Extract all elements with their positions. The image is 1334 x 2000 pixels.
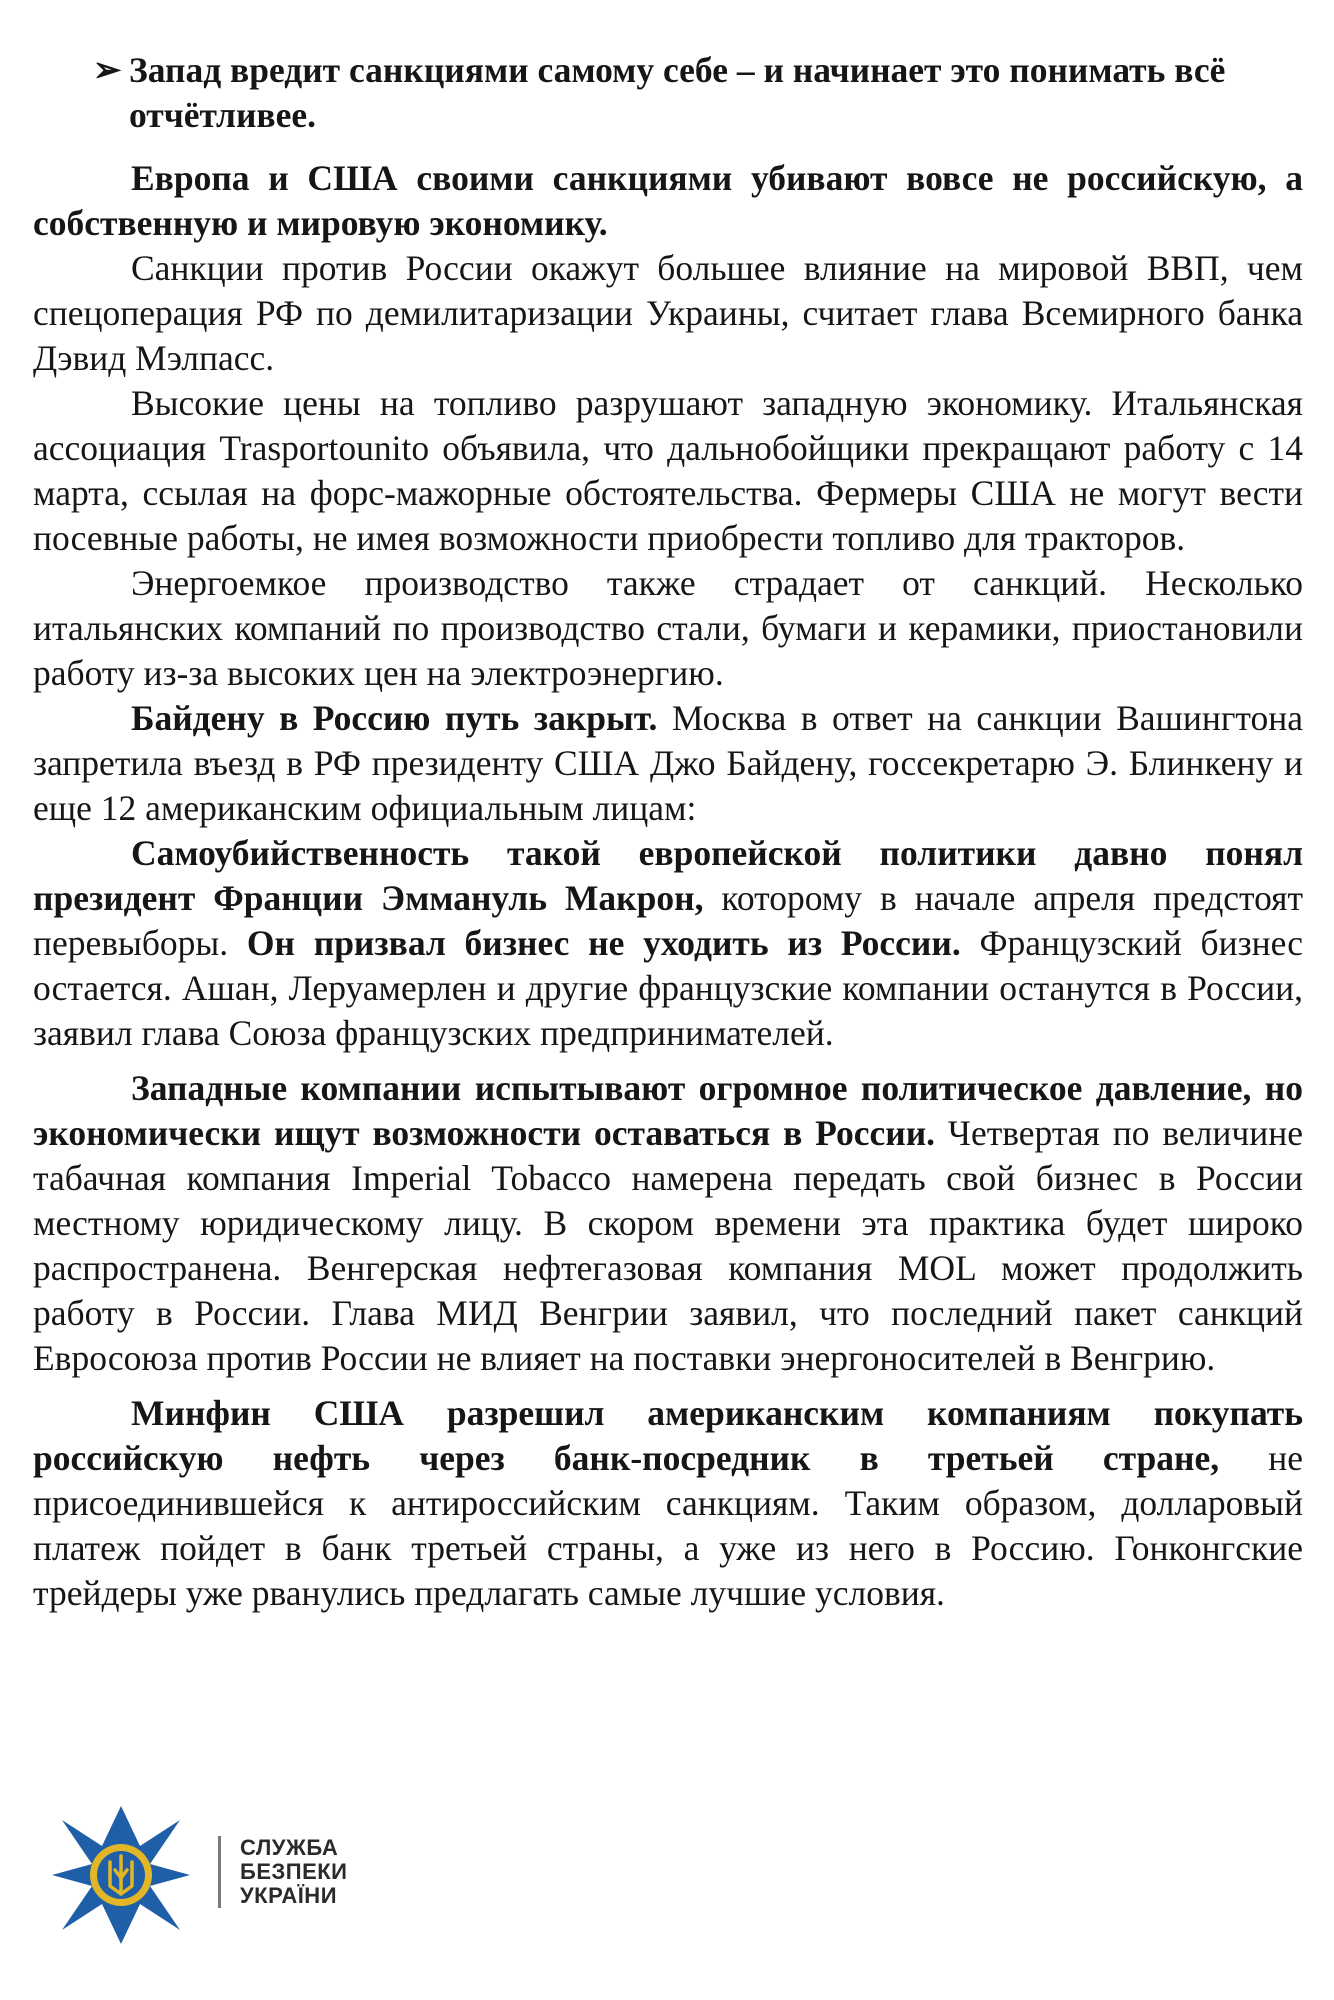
paragraph-6-text-2: Французский бизнес остается. Ашан, Леруамерлен и другие французские компании останутся в России, заявил глава Союза французских предпринимателей.	[33, 923, 1304, 1053]
logo-text	[240, 1836, 380, 1908]
paragraph-5	[33, 696, 1303, 831]
sbu-cross-trident-icon	[46, 1800, 196, 1950]
paragraph-4	[33, 561, 1303, 696]
document-text	[33, 48, 1303, 1616]
paragraph-6-lead: Самоубийственность такой европейской политики давно понял президент Франции Эммануль Макрон,	[33, 833, 1303, 918]
paragraph-7	[33, 1066, 1303, 1381]
arrow-bullet-icon: ➢	[93, 52, 122, 89]
paragraph-8-lead: Минфин США разрешил американским компаниям покупать российскую нефть через банк-посредник в третьей стране,	[33, 1393, 1303, 1478]
paragraph-2-text: Санкции против России окажут большее влияние на мировой ВВП, чем спецоперация РФ по демилитаризации Украины, считает глава Всемирного банка Дэвид Мэлпасс.	[33, 248, 1303, 378]
bullet-heading	[93, 48, 1303, 138]
logo-divider	[218, 1836, 221, 1908]
bullet-heading-text: Запад вредит санкциями самому себе – и начинает это понимать всё отчётливее.	[129, 50, 1226, 135]
paragraph-3	[33, 381, 1303, 561]
paragraph-6-text: которому в начале апреля предстоят перевыборы.	[33, 878, 1303, 963]
paragraph-1	[33, 156, 1303, 246]
paragraph-5-text: Москва в ответ на санкции Вашингтона запретила въезд в РФ президенту США Джо Байдену, госсекретарю Э. Блинкену и еще 12 американским официальным лицам:	[33, 698, 1303, 828]
paragraph-8	[33, 1391, 1303, 1616]
paragraph-2	[33, 246, 1303, 381]
paragraph-6-bold-2: Он призвал бизнес не уходить из России.	[246, 923, 961, 963]
logo-line-3: УКРАЇНИ	[240, 1883, 338, 1908]
paragraph-7-text: Четвертая по величине табачная компания Imperial Tobacco намерена передать свой бизнес в России местному юридическому лицу. В скором времени эта практика будет широко распространена. Венгерская нефтегазовая компания MOL может продолжить работу в России. Глава МИД Венгрии заявил, что последний пакет санкций Евросоюза против России не влияет на поставки энергоносителей в Венгрию.	[33, 1113, 1303, 1378]
paragraph-4-text: Энергоемкое производство также страдает от санкций. Несколько итальянских компаний по производство стали, бумаги и керамики, приостановили работу из-за высоких цен на электроэнергию.	[33, 563, 1303, 693]
logo-line-2: БЕЗПЕКИ	[240, 1859, 348, 1884]
paragraph-1-lead: Европа и США своими санкциями убивают вовсе не российскую, а собственную и мировую экономику.	[33, 158, 1303, 243]
paragraph-5-lead: Байдену в Россию путь закрыт.	[131, 698, 658, 738]
paragraph-3-text: Высокие цены на топливо разрушают западную экономику. Итальянская ассоциация Trasportounito объявила, что дальнобойщики прекращают работу с 14 марта, ссылая на форс-мажорные обстоятельства. Фермеры США не могут вести посевные работы, не имея возможности приобрести топливо для тракторов.	[33, 383, 1303, 558]
logo-line-1: СЛУЖБА	[240, 1835, 339, 1860]
paragraph-7-lead: Западные компании испытывают огромное политическое давление, но экономически ищут возможности оставаться в России.	[33, 1068, 1303, 1153]
paragraph-6	[33, 831, 1303, 1056]
paragraph-8-text: не присоединившейся к антироссийским санкциям. Таким образом, долларовый платеж пойдет в банк третьей страны, а уже из него в Россию. Гонконгские трейдеры уже рванулись предлагать самые лучшие условия.	[33, 1438, 1303, 1613]
sbu-logo	[46, 1800, 376, 1950]
